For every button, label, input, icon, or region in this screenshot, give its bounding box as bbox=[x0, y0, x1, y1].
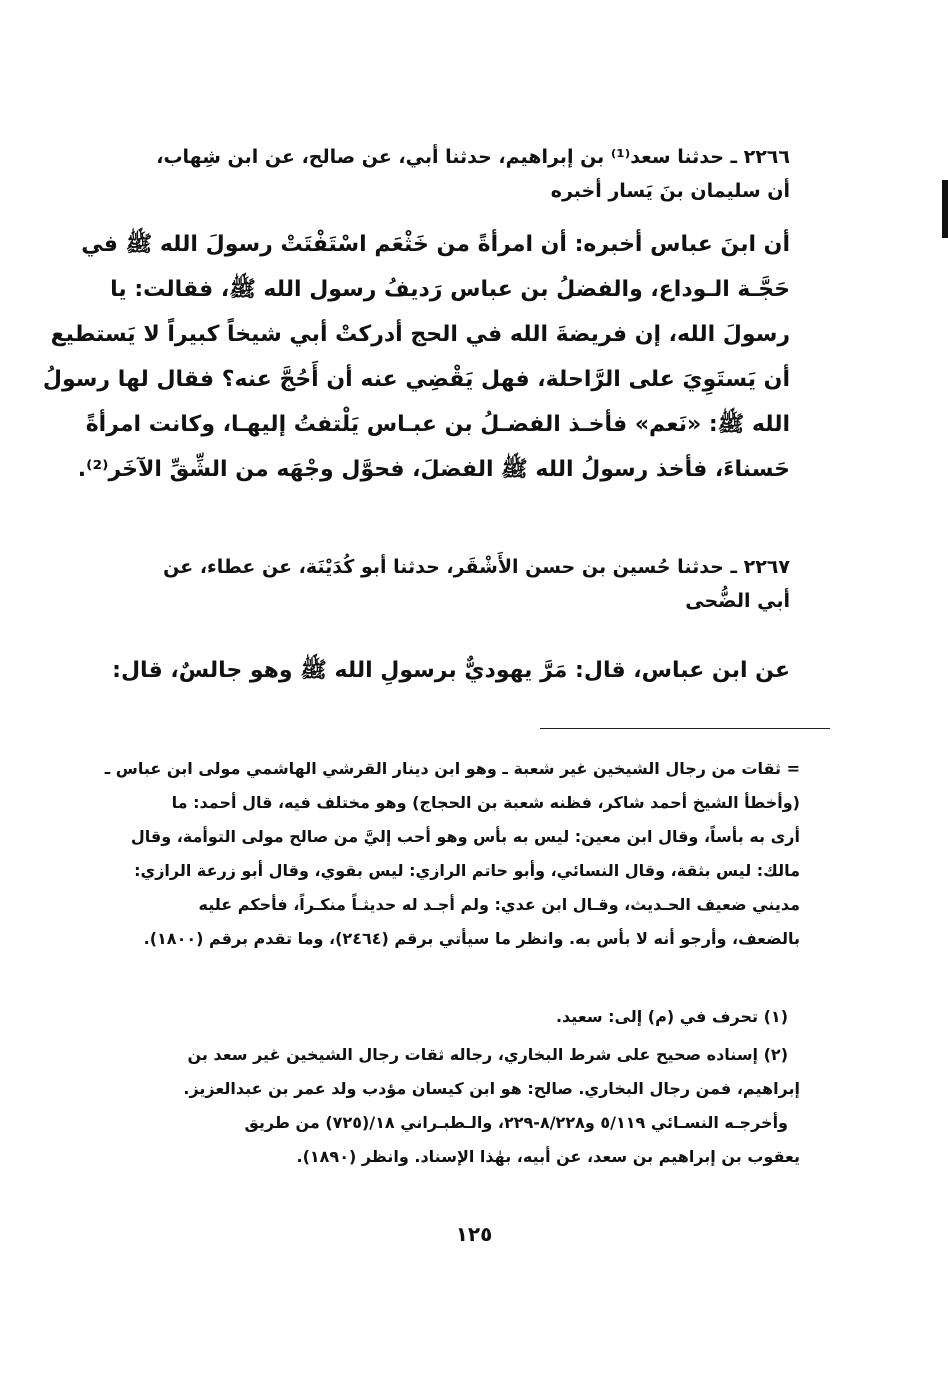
footnote-divider bbox=[540, 728, 830, 729]
matn-line: حَجَّـة الـوداع، والفضلُ بن عباس رَديفُ رسول الله ﷺ، فقالت: يا bbox=[110, 277, 790, 302]
isnad-line: أبي الضُّحى bbox=[685, 590, 790, 612]
page-number: ١٢٥ bbox=[455, 1222, 493, 1246]
hadith-2267-matn bbox=[112, 648, 790, 693]
matn-line: عن ابن عباس، قال: مَرَّ يهوديٌّ برسولِ الله ﷺ وهو جالسٌ، قال: bbox=[112, 658, 790, 683]
footnote-1 bbox=[118, 1000, 788, 1034]
footnote-line: (١) تحرف في (م) إلى: سعيد. bbox=[555, 1007, 788, 1026]
isnad-line: ٢٢٦٦ ـ حدثنا سعد⁽¹⁾ بن إبراهيم، حدثنا أبي، عن صالح، عن ابن شِهاب، bbox=[156, 146, 790, 168]
footnote-line: وأخرجـه النسـائي ٥/١١٩ و٨/٢٢٨-٢٢٩، والـطبـراني ١٨/(٧٢٥) من طريق bbox=[244, 1113, 788, 1132]
footnote-continuation bbox=[104, 752, 800, 956]
footnote-line: أرى به بأساً، وقال ابن معين: ليس به بأس وهو أحب إليَّ من صالح مولى التوأمة، وقال bbox=[130, 827, 800, 846]
footnote-line: مالك: ليس بثقة، وقال النسائي، وأبو حاتم الرازي: ليس بقوي، وقال أبو زرعة الرازي: bbox=[134, 861, 800, 880]
matn-line: حَسناءَ، فأخذ رسولُ الله ﷺ الفضلَ، فحوَّل وجْهَه من الشِّقِّ الآخَر⁽²⁾. bbox=[77, 457, 790, 482]
matn-line: أن يَستَوِيَ على الرَّاحلة، فهل يَقْضِي عنه أن أَحُجَّ عنه؟ فقال لها رسولُ bbox=[42, 367, 790, 392]
matn-line: أن ابنَ عباس أخبره: أن امرأةً من خَثْعَم اسْتَفْتَتْ رسولَ الله ﷺ في bbox=[81, 232, 790, 257]
footnote-line: يعقوب بن إبراهيم بن سعد، عن أبيه، بهٰذا الإسناد. وانظر (١٨٩٠). bbox=[296, 1147, 800, 1166]
isnad-line: ٢٢٦٧ ـ حدثنا حُسين بن حسن الأَشْقَر، حدثنا أبو كُدَيْنَة، عن عطاء، عن bbox=[163, 556, 790, 578]
footnote-line: إبراهيم، فمن رجال البخاري. صالح: هو ابن كيسان مؤدب ولد عمر بن عبدالعزيز. bbox=[183, 1079, 800, 1098]
page-edge-mark bbox=[942, 180, 948, 238]
footnote-line: مديني ضعيف الحـديث، وقـال ابن عدي: ولم أجـد له حديثـاً منكـراً، فأحكم عليه bbox=[198, 895, 800, 914]
footnote-line: (وأخطأ الشيخ أحمد شاكر، فظنه شعبة بن الحجاج) وهو مختلف فيه، قال أحمد: ما bbox=[171, 793, 800, 812]
matn-line: الله ﷺ: «نَعم» فأخـذ الفضـلُ بن عبـاس يَلْتفتُ إليهـا، وكانت امرأةً bbox=[85, 412, 790, 437]
hadith-2266-matn bbox=[42, 222, 790, 492]
footnote-2 bbox=[118, 1038, 800, 1174]
isnad-line: أن سليمان بنَ يَسار أخبره bbox=[550, 180, 790, 202]
footnote-line: بالضعف، وأرجو أنه لا بأس به. وانظر ما سيأتي برقم (٢٤٦٤)، وما تقدم برقم (١٨٠٠). bbox=[143, 929, 800, 948]
footnote-line: (٢) إسناده صحيح على شرط البخاري، رجاله ثقات رجال الشيخين غير سعد بن bbox=[187, 1045, 788, 1064]
matn-line: رسولَ الله، إن فريضةَ الله في الحج أدركتْ أبي شيخاً كبيراً لا يَستطيع bbox=[50, 322, 790, 347]
hadith-2266-isnad bbox=[128, 140, 790, 208]
hadith-2267-isnad bbox=[128, 550, 790, 618]
footnote-line: = ثقات من رجال الشيخين غير شعبة ـ وهو ابن دينار القرشي الهاشمي مولى ابن عباس ـ bbox=[104, 759, 800, 778]
